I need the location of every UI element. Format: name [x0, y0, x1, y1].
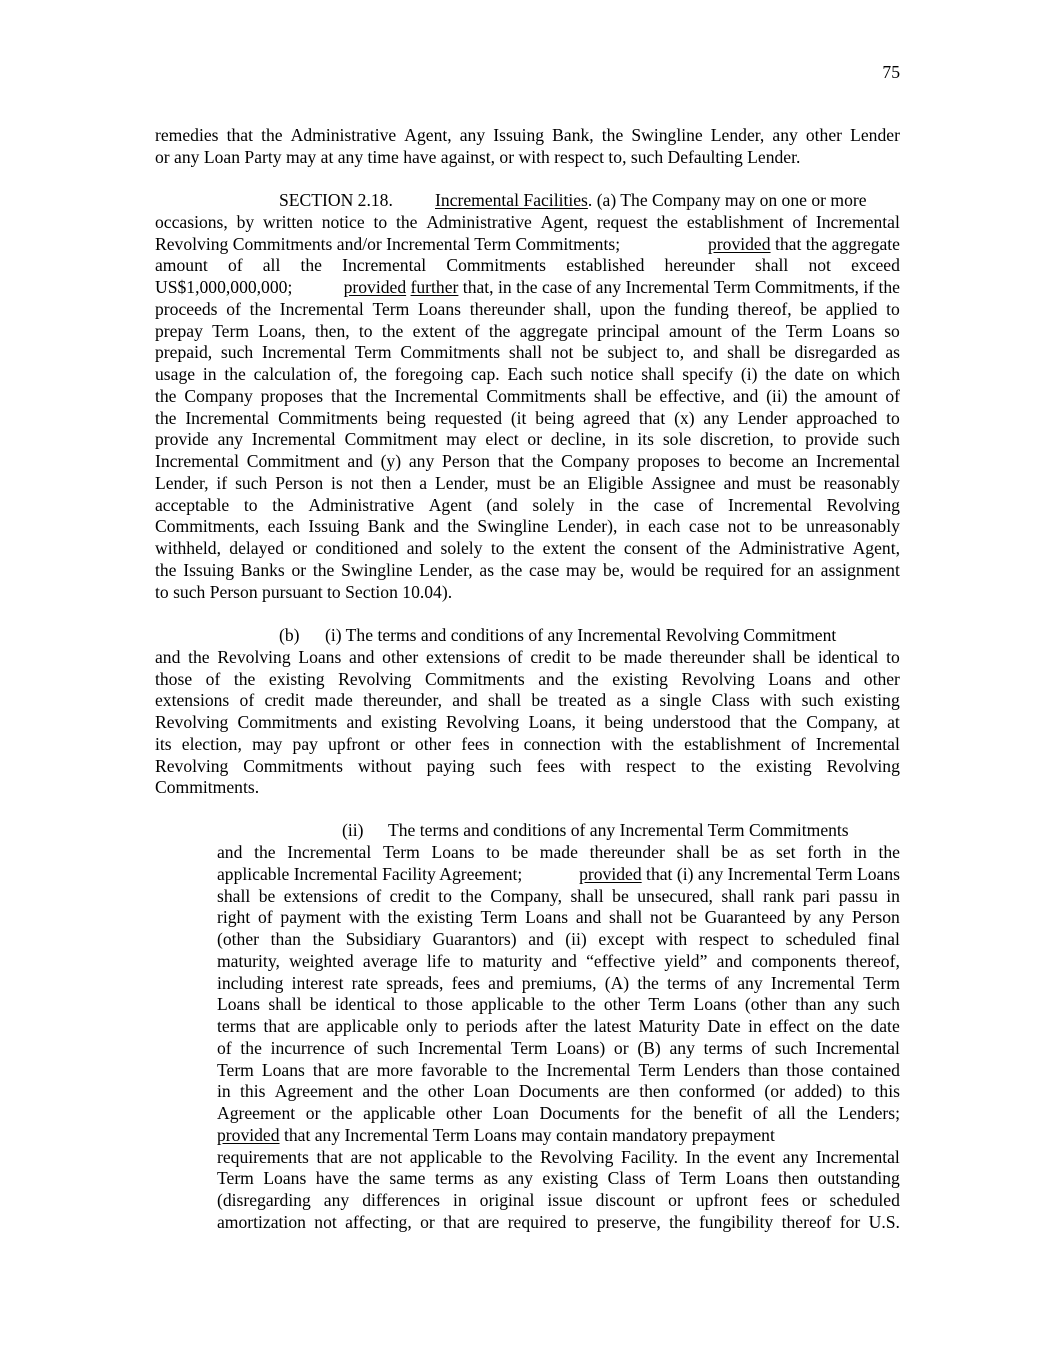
text-line: provide any Incremental Commitment may elect or decline, in its sole discretion, to provide such	[155, 429, 900, 449]
text-line: remedies that the Administrative Agent, any Issuing Bank, the Swingline Lender, any other Lender	[155, 125, 900, 145]
text-line: Commitments.	[155, 777, 260, 797]
text-line: requirements that are not applicable to the Revolving Facility. In the event any Incremental	[217, 1147, 900, 1167]
text-line: Agreement or the applicable other Loan Documents for the benefit of all the Lenders;	[217, 1103, 900, 1123]
page-number: 75	[882, 62, 900, 82]
text-line: those of the existing Revolving Commitments and the existing Revolving Loans and other	[155, 669, 900, 689]
provided-term: provided	[579, 864, 642, 884]
text-line: withheld, delayed or conditioned and solely to the extent the consent of the Administrative Agent,	[155, 538, 900, 558]
provided-term: provided	[343, 277, 407, 297]
text-line: Revolving Commitments and/or Incremental Term Commitments; provided that the aggregate	[155, 234, 900, 254]
text-line: provided that any Incremental Term Loans may contain mandatory prepayment	[217, 1125, 775, 1145]
text-line: right of payment with the existing Term Loans and shall not be Guaranteed by any Person	[217, 907, 900, 927]
text-line: Lender, if such Person is not then a Lender, must be an Eligible Assignee and must be reasonably	[155, 473, 900, 493]
text-line: (ii) The terms and conditions of any Incremental Term Commitments	[342, 820, 849, 840]
text-line: to such Person pursuant to Section 10.04).	[155, 582, 453, 602]
text-line: occasions, by written notice to the Administrative Agent, request the establishment of Incremental	[155, 212, 900, 232]
further-term: further	[410, 277, 459, 297]
text-line: maturity, weighted average life to maturity and “effective yield” and components thereof,	[217, 951, 900, 971]
text-line: prepaid, such Incremental Term Commitments shall not be subject to, and shall be disregarded as	[155, 342, 900, 362]
text-line: in this Agreement and the other Loan Documents are then conformed (or added) to this	[217, 1081, 900, 1101]
text-line: SECTION 2.18. Incremental Facilities. (a) The Company may on one or more	[279, 190, 867, 210]
text-line: usage in the calculation of, the foregoing cap. Each such notice shall specify (i) the date on which	[155, 364, 900, 384]
text-line: Loans shall be identical to those applicable to the other Term Loans (other than any such	[217, 994, 900, 1014]
text-line: Revolving Commitments and existing Revolving Loans, it being understood that the Company, at	[155, 712, 900, 732]
text-line: (other than the Subsidiary Guarantors) and (ii) except with respect to scheduled final	[217, 929, 900, 949]
clause-label: (ii)	[342, 820, 364, 840]
text-line: Term Loans that are more favorable to the Incremental Term Lenders than those contained	[217, 1060, 900, 1080]
provided-term: provided	[217, 1125, 280, 1145]
text-line: amount of all the Incremental Commitments established hereunder shall not exceed	[155, 255, 900, 275]
text-line: amortization not affecting, or that are required to preserve, the fungibility thereof for U.S.	[217, 1212, 900, 1232]
text-line: of the incurrence of such Incremental Term Loans) or (B) any terms of such Incremental	[217, 1038, 900, 1058]
provided-term: provided	[708, 234, 771, 254]
text-line: prepay Term Loans, then, to the extent of the aggregate principal amount of the Term Loans so	[155, 321, 900, 341]
text-line: shall be extensions of credit to the Company, shall be unsecured, shall rank pari passu in	[217, 886, 900, 906]
text-line: proceeds of the Incremental Term Loans thereunder shall, upon the funding thereof, be applied to	[155, 299, 900, 319]
text-line: (disregarding any differences in original issue discount or upfront fees or scheduled	[217, 1190, 900, 1210]
text-line: US$1,000,000,000; provided further that, in the case of any Incremental Term Commitments, if the	[155, 277, 900, 297]
text-line: terms that are applicable only to periods after the latest Maturity Date in effect on the date	[217, 1016, 900, 1036]
text-line: including interest rate spreads, fees and premiums, (A) the terms of any Incremental Term	[217, 973, 900, 993]
text-line: its election, may pay upfront or other fees in connection with the establishment of Incremental	[155, 734, 900, 754]
text-line: the Company proposes that the Incremental Commitments shall be effective, and (ii) the amount of	[155, 386, 900, 406]
text-line: (b) (i) The terms and conditions of any Incremental Revolving Commitment	[279, 625, 837, 645]
text-line: Revolving Commitments without paying such fees with respect to the existing Revolving	[155, 756, 900, 776]
clause-label: (b)	[279, 625, 300, 645]
text-line: Commitments, each Issuing Bank and the Swingline Lender), in each case not to be unreasonably	[155, 516, 900, 536]
text-line: applicable Incremental Facility Agreement; provided that (i) any Incremental Term Loans	[217, 864, 900, 884]
text-line: the Incremental Commitments being requested (it being agreed that (x) any Lender approached to	[155, 408, 900, 428]
text-line: Incremental Commitment and (y) any Person that the Company proposes to become an Incremental	[155, 451, 900, 471]
text-line: acceptable to the Administrative Agent (and solely in the case of Incremental Revolving	[155, 495, 900, 515]
text-line: and the Revolving Loans and other extensions of credit to be made thereunder shall be identical to	[155, 647, 900, 667]
text-line: or any Loan Party may at any time have against, or with respect to, such Defaulting Lender.	[155, 147, 801, 167]
section-number: SECTION 2.18.	[279, 190, 393, 210]
text-line: the Issuing Banks or the Swingline Lender, as the case may be, would be required for an assignment	[155, 560, 900, 580]
section-title: Incremental Facilities	[435, 190, 588, 210]
text-line: extensions of credit made thereunder, and shall be treated as a single Class with such existing	[155, 690, 900, 710]
text-line: Term Loans have the same terms as any existing Class of Term Loans then outstanding	[217, 1168, 900, 1188]
text-line: and the Incremental Term Loans to be made thereunder shall be as set forth in the	[217, 842, 900, 862]
